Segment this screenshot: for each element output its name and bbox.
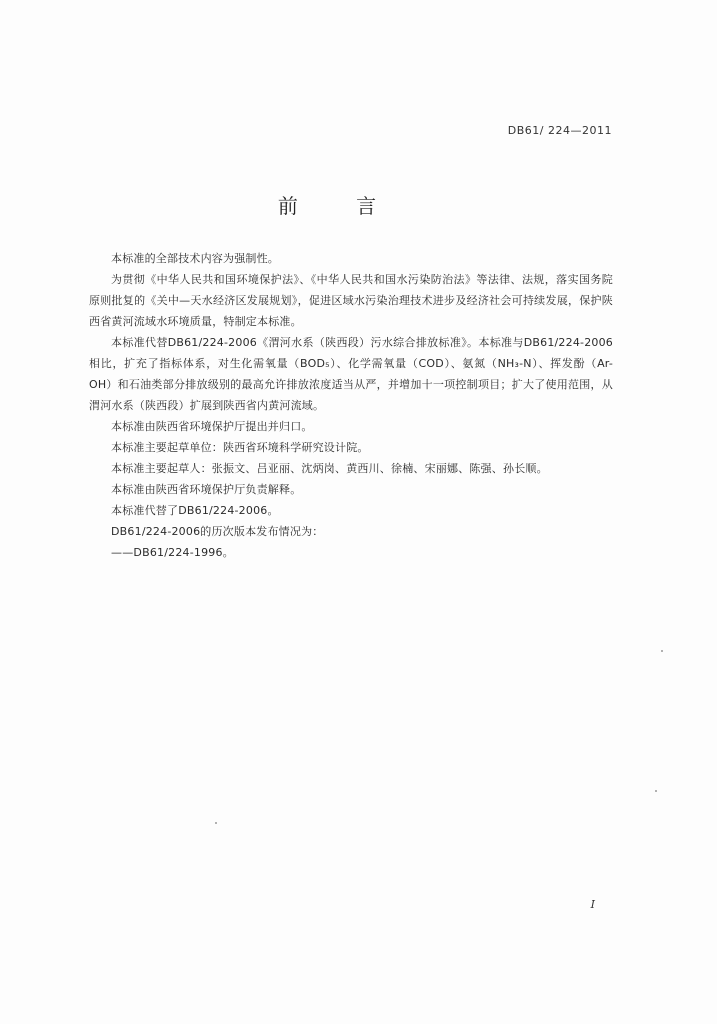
paragraph-purpose: 为贯彻《中华人民共和国环境保护法》、《中华人民共和国水污染防治法》等法律、法规，落实国务院原则批复的《关中—天水经济区发展规划》，促进区域水污染治理技术进步及经济社会可持续发展，保护陕西省黄河流域水环境质量，特制定本标准。 [89, 273, 613, 328]
paragraph-drafting-unit: 本标准主要起草单位：陕西省环境科学研究设计院。 [111, 441, 369, 454]
paragraph-proposer: 本标准由陕西省环境保护厅提出并归口。 [111, 420, 313, 433]
paragraph-supersedes: 本标准代替了DB61/224-2006。 [111, 504, 279, 517]
paragraph-drafters: 本标准主要起草人：张振文、吕亚丽、沈炳岗、黄西川、徐楠、宋丽娜、陈强、孙长顺。 [111, 462, 548, 475]
scan-speck [661, 650, 663, 652]
scan-speck [215, 822, 217, 824]
paragraph-history-item: ——DB61/224-1996。 [111, 546, 234, 559]
paragraph-interpretation: 本标准由陕西省环境保护厅负责解释。 [111, 483, 302, 496]
paragraph-history-intro: DB61/224-2006的历次版本发布情况为： [111, 525, 324, 538]
scan-speck [655, 790, 657, 792]
page-number: I [590, 898, 595, 911]
paragraph-mandatory: 本标准的全部技术内容为强制性。 [111, 252, 279, 265]
preface-body [89, 248, 613, 563]
paragraph-replacement: 本标准代替DB61/224-2006《渭河水系（陕西段）污水综合排放标准》。本标准与DB61/224-2006相比，扩充了指标体系，对生化需氧量（BOD₅）、化学需氧量（COD）、氨氮（NH₃-N）、挥发酚（Ar-OH）和石油类部分排放级别的最高允许排放浓度适当从严，并增加十一项控制项目；扩大了使用范围，从渭河水系（陕西段）扩展到陕西省内黄河流域。 [89, 336, 613, 412]
document-code: DB61/ 224—2011 [507, 124, 612, 137]
preface-title: 前 言 [277, 194, 403, 218]
